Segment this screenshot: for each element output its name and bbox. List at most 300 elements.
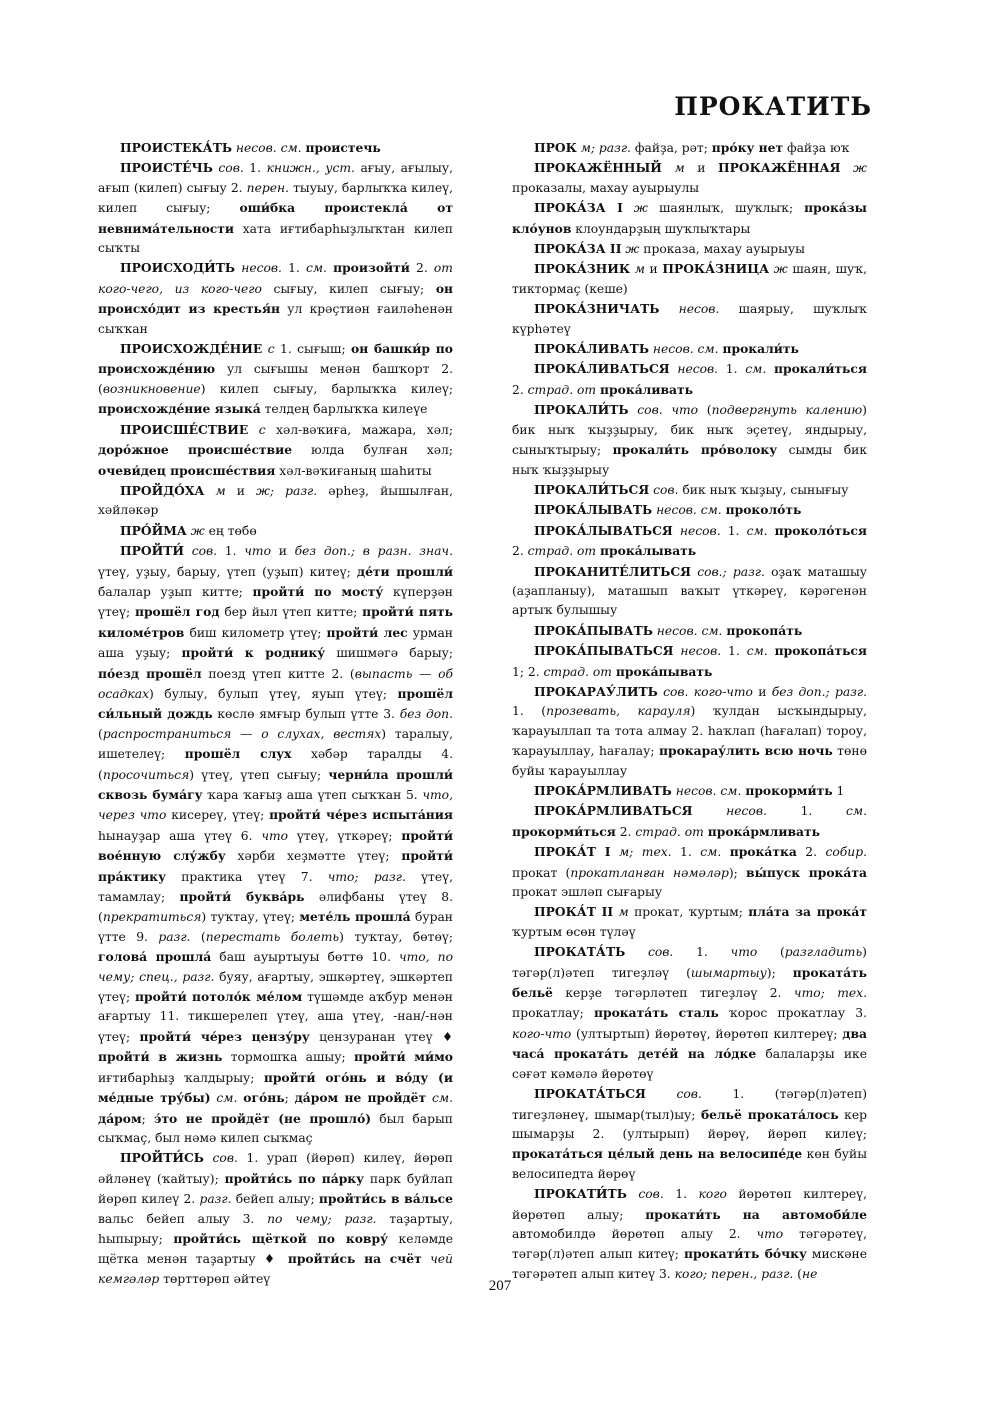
bold-phrase: проколо́ться	[774, 522, 867, 538]
bold-phrase: проката́ть сталь	[593, 1005, 719, 1021]
dictionary-entry	[512, 682, 867, 781]
text: ) туҡтау, бөтөү;	[339, 929, 453, 944]
text: ең төбө	[204, 523, 257, 538]
italic-label: страд. от	[543, 664, 612, 679]
text: әрһеҙ, йышылған, хәйләкәр	[98, 483, 453, 518]
italic-label: что	[244, 544, 271, 559]
text	[625, 945, 648, 959]
headword: ПРОКА́ЗНИЧАТЬ	[534, 301, 660, 317]
italic-label: разг.	[158, 929, 191, 944]
text: (	[698, 403, 712, 418]
text: 1.	[718, 362, 746, 377]
bold-phrase: прокарау́лить всю ночь	[658, 743, 833, 759]
text: кер шымарҙы 2. (ултырып) йөрөү, йөрөп килеү;	[512, 1107, 867, 1141]
text: ;	[141, 1111, 154, 1126]
text	[673, 524, 680, 538]
italic-label: см.	[431, 1091, 453, 1106]
dictionary-entry	[512, 942, 867, 1084]
text: шаян, шуҡ, тиктормаҫ (кеше)	[512, 262, 867, 296]
bold-phrase: пройти́ по мосту́	[252, 583, 384, 599]
italic-label: сов.; разг.	[697, 564, 765, 579]
italic-label: кого	[698, 1187, 727, 1202]
bold-phrase: произойти́	[333, 260, 410, 276]
bold-phrase: прокали́ть про́волоку	[612, 442, 778, 458]
headword: ПРОКА́РМЛИВАТЬ	[534, 783, 672, 798]
italic-label: страд. от	[527, 544, 597, 559]
text: ) бик ныҡ ҡыҙҙырыу, бик ныҡ эҫетеү, яндырыу, сыныҡтырыу;	[512, 403, 867, 458]
text: хәбәр таралды 4. (	[98, 747, 454, 782]
italic-label: м; тех.	[618, 845, 672, 860]
headword: ПРОКА́ЛЫВАТЬ	[534, 502, 653, 518]
text: тыуыу, барлыҡҡа килеү, килеп сығыу;	[98, 180, 453, 216]
italic-label: см.	[745, 362, 767, 377]
headword: ПРОКАТА́ТЬСЯ	[534, 1086, 646, 1102]
text: 2.	[512, 544, 528, 559]
bold-phrase: вы́пуск прока́та	[746, 864, 867, 880]
italic-label: сов.	[191, 544, 218, 559]
italic-label: с	[258, 422, 266, 437]
text: ул сығышы менән башҡорт 2. (	[98, 362, 453, 396]
text: һынауҙар аша үтеү 6.	[98, 828, 262, 843]
headword: ПРОКА́ЗА I	[534, 200, 623, 216]
text: буран үтте 9.	[98, 910, 453, 944]
text: 1.	[721, 644, 747, 659]
bold-phrase: пройти́ к роднику́	[181, 645, 326, 661]
headword: ПРОКА́Т I	[534, 844, 611, 860]
bold-phrase: проистечь	[305, 140, 381, 155]
headword: ПРО́ЙМА	[120, 522, 187, 538]
running-head: ПРОКАТИТЬ	[674, 92, 872, 121]
italic-label: ж; разг.	[255, 483, 318, 498]
text: биш километр үтеү;	[184, 625, 327, 640]
headword: ПРОИСХОДИ́ТЬ	[120, 260, 236, 276]
italic-label: подвергнуть калению	[711, 403, 863, 418]
text: );	[766, 965, 793, 980]
dictionary-entry	[512, 400, 867, 480]
italic-label: несов.	[679, 523, 721, 538]
text: 1. сығыш;	[274, 342, 352, 357]
text: 1.	[766, 804, 846, 819]
text: 1.	[671, 845, 701, 860]
italic-label: что, через что	[98, 788, 453, 823]
bold-phrase: пройти́ че́рез цензу́ру	[139, 1028, 310, 1044]
italic-label: сов.	[218, 161, 244, 176]
italic-label: кого; перен., разг.	[674, 1266, 794, 1281]
dictionary-entry	[512, 521, 867, 562]
bold-phrase: прокорми́ться	[512, 823, 616, 839]
text	[721, 845, 729, 859]
italic-label: сов.	[647, 945, 674, 960]
headword: ПРОКАТА́ТЬ	[534, 944, 626, 960]
text: хәл-вәҡиға, мажара, хәл;	[265, 422, 453, 437]
text	[662, 161, 675, 175]
text	[766, 362, 774, 376]
italic-label: что	[756, 1226, 784, 1241]
text: үтеү, үткәреү;	[288, 828, 402, 843]
headword: ПРОИСТЕ́ЧЬ	[120, 160, 213, 176]
dictionary-entry	[98, 258, 453, 339]
dictionary-entry	[98, 420, 453, 481]
bold-phrase: прокопа́ть	[726, 622, 803, 638]
bold-phrase: прока́зы кло́унов	[512, 200, 867, 236]
text: был барып сыҡмаҫ, был нәмә килеп сыҡмаҫ	[98, 1111, 453, 1145]
bold-phrase: прошёл слух	[184, 746, 292, 762]
bold-phrase: происхожде́ние языка́	[98, 401, 261, 417]
text: 1.	[720, 523, 747, 538]
bold-phrase: пройти́ в жизнь	[98, 1049, 223, 1065]
bold-phrase: прокали́ть	[722, 341, 799, 357]
italic-label: несов.	[677, 362, 719, 377]
italic-label: выпасть — об осадках	[98, 666, 453, 701]
dictionary-entry	[512, 1084, 867, 1184]
text: 1.	[673, 945, 731, 960]
bold-phrase: прока́лывать	[600, 543, 697, 559]
headword: ПРОЙТИ́СЬ	[120, 1150, 204, 1166]
bold-phrase: пройти́ буква́рь	[179, 889, 305, 905]
text: (	[757, 945, 785, 960]
text: ) тәгәр(л)әтеп тигеҙләү (	[512, 945, 867, 980]
italic-label: разгладить	[784, 945, 863, 960]
headword: ПРОКА́Т II	[534, 904, 614, 920]
text	[204, 1151, 213, 1165]
text: хата иғтибарһыҙлыҡтан килеп сыҡты	[98, 221, 453, 256]
italic-label: чей кемгәләр	[98, 1252, 453, 1286]
bold-phrase: очеви́дец происше́ствия	[98, 462, 276, 478]
italic-label: от кого-чего, из кого-чего	[98, 261, 453, 296]
dictionary-entry	[512, 198, 867, 239]
text: ) булыу, булып үтеү, яуып үтеү;	[149, 686, 398, 701]
text: үтеү, уҙыу, барыу, үтеп (уҙып) китеү;	[98, 564, 357, 579]
italic-label: прозевать, карауля	[546, 704, 691, 719]
headword: ПРОЙДО́ХА	[120, 482, 205, 498]
text: ул крәҫтиән ғаиләһенән сыҡҡан	[98, 302, 454, 336]
text: тормошҡа ашыу;	[222, 1050, 354, 1065]
dictionary-entry	[512, 781, 867, 801]
headword: ПРОИСТЕКА́ТЬ	[120, 140, 232, 155]
text: иғтибарһыҙ ҡалдырыу;	[98, 1070, 264, 1085]
text: төнө буйы ҡарауыллау	[512, 744, 867, 778]
dictionary-entry	[98, 1148, 453, 1289]
dictionary-entry	[512, 641, 867, 682]
bold-phrase: он башки́р по происхожде́нию	[98, 341, 454, 377]
italic-label: страд. от	[527, 382, 597, 397]
bold-phrase: мете́ль прошла́	[299, 909, 411, 925]
italic-label: страд. от	[635, 824, 704, 839]
text: тәгәрәтеү, тәгәр(л)әтеп алып китеү;	[512, 1226, 868, 1262]
italic-label: несов. см.	[235, 141, 302, 155]
bold-phrase: прока́рмливать	[707, 823, 820, 839]
text	[248, 423, 258, 437]
text: балаларҙы ике сәғәт кәмәлә йөрөтөү	[512, 1047, 867, 1081]
text: төрттөрөп әйтеү	[159, 1271, 271, 1286]
text: хәл-вәҡиғаның шаһиты	[275, 463, 432, 478]
text: (	[190, 929, 206, 944]
bold-phrase: про́ку нет	[711, 140, 784, 155]
text: бейеп алыу;	[231, 1192, 319, 1207]
text: ) таралыу, ишетелеү;	[98, 726, 453, 762]
text: файҙа юҡ	[783, 141, 850, 155]
text: 2.	[409, 261, 434, 276]
bold-phrase: да́ром не пройдёт	[294, 1090, 427, 1106]
headword: ПРОКА́ЗА II	[534, 241, 622, 257]
italic-label: несов.	[726, 804, 767, 819]
italic-label: сов.	[212, 1151, 238, 1166]
text: әлифбаны үтеү 8. (	[98, 890, 454, 925]
text: (ултыртып) йөрөтөү, йөрөтөп килтереү;	[571, 1026, 843, 1041]
headword: ПРОЙТИ́	[120, 543, 184, 559]
italic-label: ж	[773, 262, 788, 277]
bold-phrase: прока́ливать	[600, 381, 693, 397]
dictionary-entry	[512, 239, 867, 259]
text: клоундарҙың шуҡлыҡтары	[571, 221, 751, 236]
headword: ПРОКАТИ́ТЬ	[534, 1186, 627, 1202]
italic-label: с	[267, 342, 275, 357]
italic-label: сов. кого-что	[663, 684, 753, 699]
italic-label: просочиться	[102, 767, 190, 782]
bold-phrase: голова́ прошла́	[98, 949, 212, 965]
bold-phrase: он происхо́дит из крестья́н	[98, 280, 454, 317]
dictionary-entry	[512, 842, 867, 902]
text: түшәмде аҡбур менән ағартыу 11. тикшерелеп үтеү, аша үтеү, -нан/-нән үтеү;	[98, 990, 453, 1044]
italic-label: сов.	[653, 482, 679, 497]
text	[611, 845, 619, 859]
text: шаянлыҡ, шуҡлыҡ;	[647, 201, 805, 216]
headword: ПРОКА́ЗНИК	[534, 261, 631, 277]
bold-phrase: пройти́ че́рез испыта́ния	[269, 807, 454, 823]
headword: ПРОКАЛИ́ТЬСЯ	[534, 481, 650, 497]
bold-phrase: оши́бка проистекла́ от невнима́тельности	[98, 200, 454, 236]
bold-phrase: пройти́сь по па́рку	[224, 1170, 365, 1186]
text: үтеү, тамамлау;	[98, 869, 453, 905]
text: керҙе тәгәрләтеп тигеҙләү 2.	[552, 986, 794, 1001]
text: 1. (тәгәр(л)әтеп) тигеҙләнеү, шымар(тыл)ыу;	[512, 1087, 867, 1122]
bold-phrase: проката́ться це́лый день на велосипе́де	[512, 1146, 803, 1162]
text: 1	[832, 784, 845, 798]
italic-label: несов. см.	[652, 342, 719, 357]
italic-label: распространиться — о слухах, вестях	[102, 726, 382, 741]
italic-label: возникновение	[102, 381, 201, 396]
text: ҡара ҡағыҙ аша үтеп сыҡҡан 5.	[202, 788, 423, 802]
text	[422, 1252, 430, 1266]
text: ;	[284, 1091, 295, 1106]
bold-phrase: пла́та за прока́т	[748, 904, 867, 920]
italic-label: см.	[746, 523, 768, 538]
text: келәмде щётка менән таҙартыу ♦	[98, 1231, 454, 1267]
text: 2.	[615, 824, 636, 839]
bold-phrase: да́ром	[98, 1110, 142, 1126]
text: ) үтеү, үтеп сығыу;	[189, 767, 329, 782]
italic-label: см.	[305, 261, 327, 276]
text: йөрөтөп килтереү, йөрөтөп алыу;	[512, 1187, 867, 1222]
text: и	[644, 262, 663, 277]
italic-label: см.	[216, 1091, 238, 1106]
text: таҙартыу, һыпырыу;	[98, 1211, 453, 1246]
text: сымды бик ныҡ ҡыҙҙырыу	[512, 443, 868, 477]
text	[623, 201, 634, 215]
bold-phrase: прокопа́ться	[774, 643, 867, 659]
text: шишмәгә барыу;	[325, 646, 453, 661]
text: прокат (	[512, 865, 571, 880]
text: 1.	[217, 544, 245, 559]
italic-label: не	[801, 1266, 818, 1281]
bold-phrase: прошёл си́льный дождь	[98, 685, 453, 722]
bold-phrase: прокали́ться	[774, 361, 867, 377]
dictionary-entry	[98, 339, 453, 420]
text: мискәне тәгәрәтеп алып китеү 3.	[512, 1247, 867, 1281]
bold-phrase: пройти́сь на счёт	[287, 1251, 422, 1267]
bold-phrase: бельё проката́лось	[700, 1106, 839, 1122]
text: бик ныҡ ҡыҙыу, сынығыу	[678, 482, 849, 497]
dictionary-entry	[512, 339, 867, 359]
italic-label: разг.	[199, 1192, 232, 1207]
text: балалар уҙып китте;	[98, 584, 253, 599]
text: күперҙән үтеү;	[98, 584, 454, 620]
headword: ПРОКАНИТЕ́ЛИТЬСЯ	[534, 563, 691, 579]
text: ағыу, ағылыу, ағып (килеп) сығыу 2.	[98, 161, 453, 195]
text	[768, 644, 775, 658]
italic-label: что; тех.	[793, 986, 867, 1001]
italic-label: м	[215, 483, 226, 498]
text: проказалы, махау ауырыулы	[512, 180, 700, 195]
dictionary-entry	[98, 541, 453, 1148]
bold-phrase: проката́ть бельё	[512, 964, 867, 1001]
headword: ПРОКА́ПЫВАТЬ	[534, 622, 653, 638]
italic-label: шымартыу	[690, 965, 767, 980]
headword: ПРОКАЖЁННЫЙ	[534, 160, 662, 176]
italic-label: несов.	[241, 261, 282, 276]
text	[840, 161, 853, 175]
headword: ПРОИСШЕ́СТВИЕ	[120, 421, 249, 437]
italic-label: без доп.; в разн. знач.	[294, 544, 453, 559]
headword: ПРОК	[534, 140, 577, 155]
bold-phrase: черни́ла прошли́ сквозь бума́гу	[98, 766, 453, 802]
text: ҡорос прокатлау 3.	[718, 1006, 867, 1021]
bold-phrase: пройти́сь в ва́льсе	[318, 1191, 453, 1207]
italic-label: см.	[845, 804, 867, 819]
text: ) килеп сығыу, барлыҡҡа килеү;	[200, 381, 453, 396]
left-column	[98, 138, 453, 1289]
bold-phrase: де́ти прошли́	[356, 563, 453, 579]
bold-phrase: пройти́ ого́нь и во́ду (и ме́дные тру́бы)	[98, 1069, 453, 1106]
text: и	[752, 684, 772, 699]
text	[204, 484, 215, 498]
bold-phrase: прока́пывать	[615, 663, 713, 679]
text: телдең барлыҡҡа килеүе	[260, 402, 428, 417]
text: проказа, махау ауырыуы	[639, 242, 805, 257]
italic-label: по чему; разг.	[267, 1211, 377, 1226]
text: ) ҡулдан ысҡындырыу, ҡарауыллап та тота алмау 2. һаҡлап (һағалап) тороу, ҡарауыллау, һағалау;	[512, 704, 867, 759]
text	[692, 804, 726, 818]
italic-label: ж	[633, 201, 648, 216]
italic-label: см.	[700, 845, 722, 860]
dictionary-entry	[512, 138, 867, 158]
headword: ПРОКАЛИ́ТЬ	[534, 402, 629, 418]
italic-label: без доп.	[399, 707, 453, 722]
text: 1.	[281, 261, 306, 276]
page-number: 207	[488, 1278, 512, 1294]
italic-label: ж	[190, 523, 205, 538]
italic-label: что, по чему; спец., разг.	[98, 950, 454, 984]
italic-label: м	[674, 161, 685, 176]
text: ҡуртым өсөн түләү	[512, 924, 636, 939]
italic-label: несов. см.	[656, 503, 722, 518]
italic-label: ж	[853, 161, 867, 176]
text	[629, 403, 638, 417]
headword: ПРОИСХОЖДЕ́НИЕ	[120, 341, 263, 357]
text: прокатлау;	[512, 1006, 594, 1021]
italic-label: м	[618, 905, 629, 920]
bold-phrase: пройти́ вое́нную слу́жбу	[98, 827, 453, 864]
text: 1.	[243, 161, 267, 176]
italic-label: без доп.; разг.	[771, 684, 867, 699]
headword: ПРОКА́ПЫВАТЬСЯ	[534, 643, 674, 659]
bold-phrase: прокати́ть на автомоби́ле	[645, 1206, 868, 1222]
italic-label: сов.	[638, 1187, 664, 1202]
text	[627, 1187, 639, 1201]
italic-label: перестать болеть	[205, 929, 340, 944]
italic-label: сов.	[637, 403, 663, 418]
bold-phrase: ого́нь	[243, 1090, 285, 1106]
dictionary-entry	[512, 500, 867, 520]
dictionary-entry	[512, 621, 867, 641]
right-column	[512, 138, 867, 1284]
bold-phrase: доро́жное происше́ствие	[98, 442, 293, 458]
dictionary-entry	[98, 481, 453, 521]
text: и	[270, 544, 295, 559]
dictionary-entry	[512, 902, 867, 942]
bold-phrase: прокати́ть бо́чку	[683, 1246, 807, 1262]
bold-phrase: два часа́ проката́ть дете́й на ло́дке	[512, 1025, 867, 1062]
italic-label: собир.	[825, 845, 867, 860]
text: вальс бейеп алыу 3.	[98, 1211, 268, 1226]
headword: ПРОКАРАУ́ЛИТЬ	[534, 683, 658, 699]
text: юлда булған хәл;	[292, 443, 453, 458]
bold-phrase: пройти́ потоло́к ме́лом	[135, 989, 303, 1005]
text: автомобилдә йөрөтөп алыу 2.	[512, 1226, 757, 1241]
bold-phrase: по́езд прошёл	[98, 665, 202, 681]
text: прокат эшләп сығарыу	[512, 885, 663, 900]
bold-phrase: пройти́ пять киломе́тров	[98, 604, 453, 640]
text: 1.	[663, 1187, 699, 1202]
text: прокат, ҡуртым;	[628, 905, 749, 920]
text: (	[98, 726, 103, 741]
dictionary-entry	[512, 158, 867, 198]
headword: ПРОКА́ЛИВАТЬ	[534, 341, 649, 357]
headword: ПРОКАЖЁННАЯ	[718, 160, 841, 176]
text: 2.	[512, 382, 528, 397]
headword: ПРОКА́ЗНИЦА	[662, 261, 770, 277]
bold-phrase: пройти́ пра́ктику	[98, 848, 453, 884]
text: (	[793, 1266, 802, 1281]
text: көслө ямғыр булып үтте 3.	[212, 707, 400, 722]
text: и	[684, 161, 719, 176]
dictionary-entry	[98, 138, 453, 158]
text: шаярыу, шуҡлыҡ күрһәтеү	[512, 302, 867, 336]
text	[646, 1087, 677, 1101]
dictionary-entry	[512, 1184, 867, 1284]
text: парк буйлап йөрөп килеү 2.	[98, 1171, 453, 1207]
italic-label: ж	[625, 242, 640, 257]
text: файҙа, рәт;	[630, 141, 712, 155]
text: 2.	[796, 845, 826, 860]
italic-label: что; разг.	[327, 869, 406, 884]
italic-label: перен.	[246, 180, 290, 195]
bold-phrase: прокорми́ть	[745, 783, 833, 798]
italic-label: м; разг.	[580, 141, 631, 155]
bold-phrase: пройти́ лес	[326, 624, 408, 640]
italic-label: что	[261, 828, 289, 843]
italic-label: что	[671, 403, 699, 418]
